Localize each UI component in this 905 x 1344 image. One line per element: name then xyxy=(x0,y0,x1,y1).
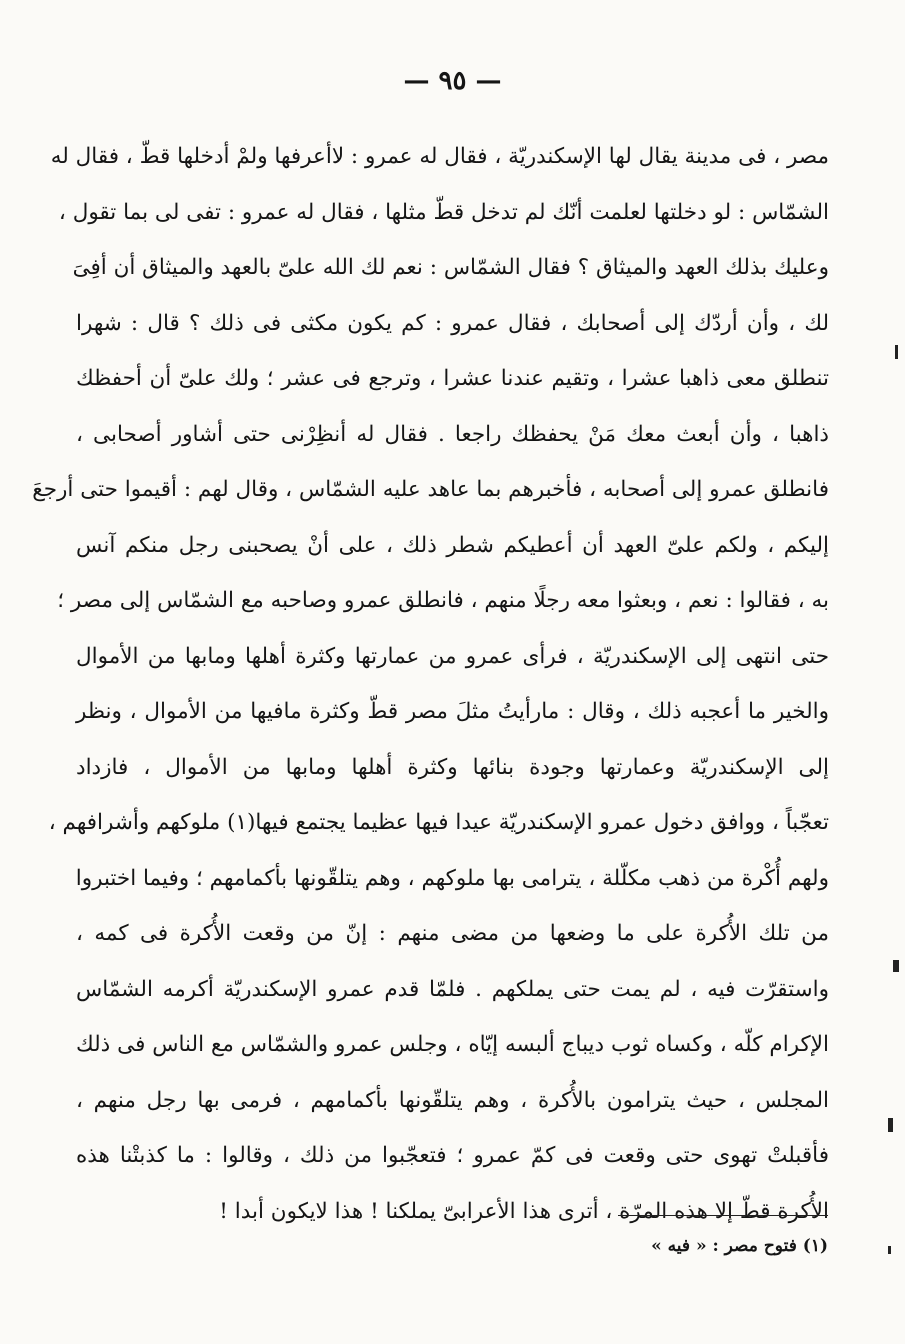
scan-mark xyxy=(888,1246,891,1254)
text-line: مصر ، فى مدينة يقال لها الإسكندريّة ، فقال له عمرو : لاأعرفها ولمْ أدخلها قطّ ، فقال له xyxy=(50,144,829,169)
text-line: حتى انتهى إلى الإسكندريّة ، فرأى عمرو من عمارتها وكثرة أهلها ومابها من الأموال xyxy=(76,643,829,669)
scan-mark xyxy=(895,345,898,359)
text-line: ولهم أُكْرة من ذهب مكلّلة ، يترامى بها ملوكهم ، وهم يتلقّونها بأكمامهم ؛ وفيما اختبروا xyxy=(75,865,829,891)
text-line: الإكرام كلّه ، وكساه ثوب ديباج ألبسه إيّاه ، وجلس عمرو والشمّاس مع الناس فى ذلك xyxy=(76,1032,829,1057)
scan-mark xyxy=(888,1118,893,1132)
text-line: فانطلق عمرو إلى أصحابه ، فأخبرهم بما عاهد عليه الشمّاس ، وقال لهم : أقيموا حتى أرجعَ xyxy=(32,477,829,502)
text-line: به ، فقالوا : نعم ، وبعثوا معه رجلًا منهم ، فانطلق عمرو وصاحبه مع الشمّاس إلى مصر ؛ xyxy=(57,588,829,613)
footnote: (١) فتوح مصر : « فيه » xyxy=(651,1236,828,1256)
scan-mark xyxy=(893,960,899,972)
text-line: إليكم ، ولكم علىّ العهد أن أعطيكم شطر ذلك ، على أنْ يصحبنى رجل منكم آنس xyxy=(76,532,829,558)
text-line: إلى الإسكندريّة وعمارتها وجودة بنائها وكثرة أهلها ومابها من الأموال ، فازداد xyxy=(76,754,829,780)
text-line: واستقرّت فيه ، لم يمت حتى يملكهم . فلمّا قدم عمرو الإسكندريّة أكرمه الشمّاس xyxy=(76,976,829,1002)
page-number: — ٩٥ — xyxy=(403,66,502,96)
text-line: الأُكرة قطّ إلا هذه المرّة ، أترى هذا الأعرابىّ يملكنا ! هذا لايكون أبدا ! xyxy=(219,1198,829,1224)
text-line: ذاهبا ، وأن أبعث معك مَنْ يحفظك راجعا . فقال له أنظِرْنى حتى أشاور أصحابى ، xyxy=(76,421,829,447)
text-line: وعليك بذلك العهد والميثاق ؟ فقال الشمّاس : نعم لك الله علىّ بالعهد والميثاق أن أفِىَ xyxy=(72,255,829,280)
text-line: المجلس ، حيث يترامون بالأُكرة ، وهم يتلقّونها بأكمامهم ، فرمى بها رجل منهم ، xyxy=(76,1087,829,1113)
text-line: من تلك الأُكرة على ما وضعها من مضى منهم : إنّ من وقعت الأُكرة فى كمه ، xyxy=(76,921,829,946)
footnote-divider xyxy=(618,1215,828,1216)
text-line: الشمّاس : لو دخلتها لعلمت أنّك لم تدخل قطّ مثلها ، فقال له عمرو : تفى لى بما تقول ، xyxy=(58,199,829,225)
text-line: تنطلق معى ذاهبا عشرا ، وتقيم عندنا عشرا ، وترجع فى عشر ؛ ولك علىّ أن أحفظك xyxy=(76,366,829,391)
body-text xyxy=(32,137,829,1247)
text-line: لك ، وأن أردّك إلى أصحابك ، فقال عمرو : كم يكون مكثى فى ذلك ؟ قال : شهرا xyxy=(76,310,829,336)
text-line: والخير ما أعجبه ذلك ، وقال : مارأيتُ مثلَ مصر قطّ وكثرة مافيها من الأموال ، ونظر xyxy=(76,699,829,724)
text-line: تعجّباً ، ووافق دخول عمرو الإسكندريّة عيدا فيها عظيما يجتمع فيها(١) ملوكهم وأشرافهم ، xyxy=(48,810,829,835)
text-line: فأقبلتْ تهوى حتى وقعت فى كمّ عمرو ؛ فتعجّبوا من ذلك ، وقالوا : ما كذبتْنا هذه xyxy=(76,1143,829,1168)
